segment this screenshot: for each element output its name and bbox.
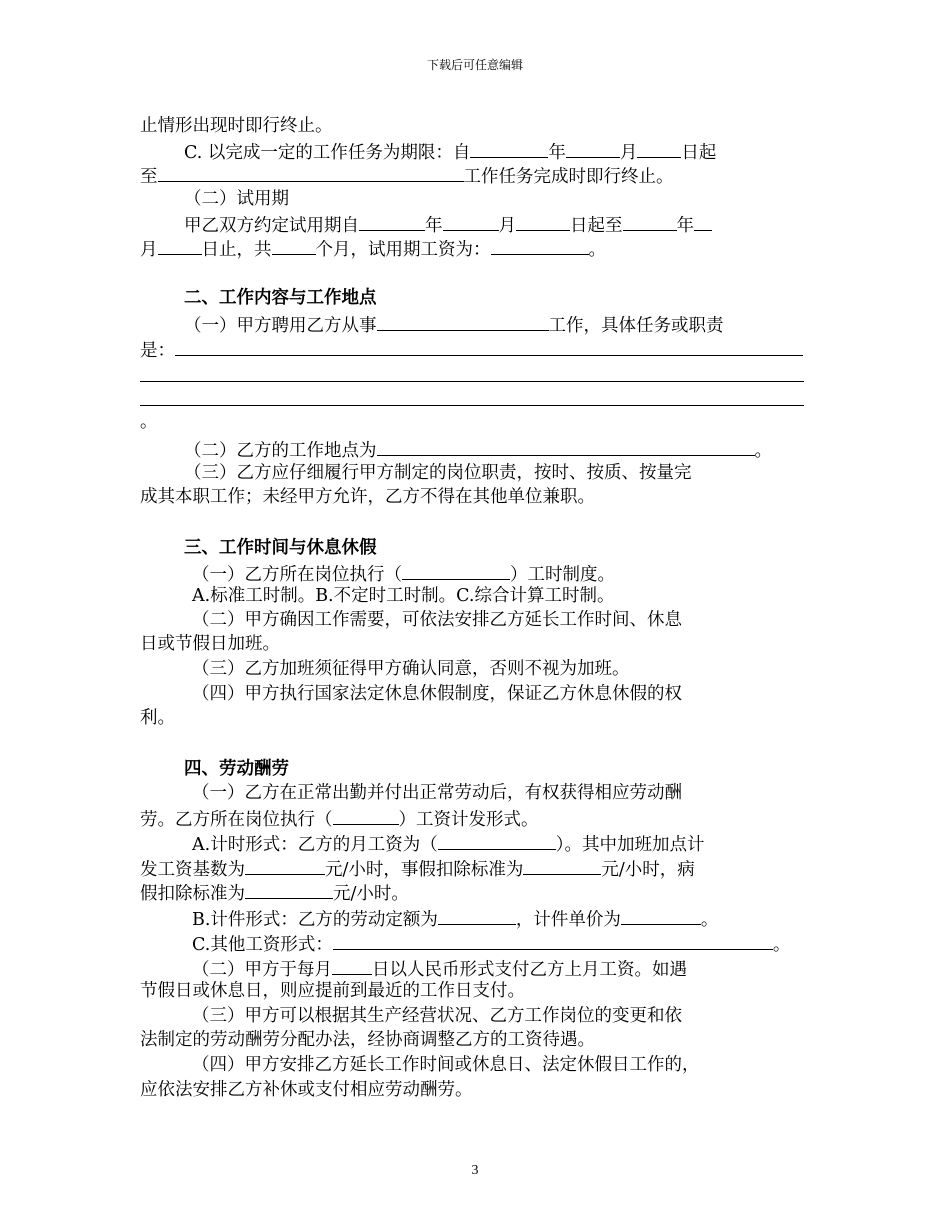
text-line: 利。 bbox=[140, 708, 175, 728]
blank-field[interactable] bbox=[377, 311, 549, 331]
text-line: （二）乙方的工作地点为 。 bbox=[140, 436, 849, 460]
text-line: （一）乙方在正常出勤并付出正常劳动后，有权获得相应劳动酬 bbox=[192, 783, 682, 803]
text-line: 节假日或休息日，则应提前到最近的工作日支付。 bbox=[140, 981, 525, 1001]
blank-field[interactable] bbox=[443, 211, 499, 231]
blank-field[interactable] bbox=[377, 436, 755, 456]
blank-field[interactable] bbox=[332, 955, 372, 975]
blank-field[interactable] bbox=[158, 162, 464, 182]
blank-line[interactable] bbox=[140, 381, 804, 382]
blank-line[interactable] bbox=[140, 405, 804, 406]
text-line: （四）甲方执行国家法定休息休假制度，保证乙方休息休假的权 bbox=[192, 684, 682, 704]
text-line: （一）甲方聘用乙方从事 工作，具体任务或职责 bbox=[140, 311, 849, 335]
text-line: （一）乙方所在岗位执行（ ）工时制度。 bbox=[140, 560, 857, 584]
text-line: 止情形出现时即行终止。 bbox=[140, 116, 333, 136]
blank-field[interactable] bbox=[523, 855, 601, 875]
page-number: 3 bbox=[471, 1163, 479, 1178]
blank-field[interactable] bbox=[245, 855, 325, 875]
blank-field[interactable] bbox=[491, 235, 589, 255]
section-title: 二、工作内容与工作地点 bbox=[184, 288, 377, 308]
section-title: 四、劳动酬劳 bbox=[184, 759, 289, 779]
text-line: 应依法安排乙方补休或支付相应劳动酬劳。 bbox=[140, 1080, 473, 1100]
text-line: 。 bbox=[140, 412, 158, 432]
blank-field[interactable] bbox=[623, 211, 677, 231]
text-line: 劳。乙方所在岗位执行（ ）工资计发形式。 bbox=[140, 805, 805, 829]
text-line: C.其他工资形式： 。 bbox=[140, 930, 857, 954]
blank-field[interactable] bbox=[245, 879, 333, 899]
blank-field[interactable] bbox=[516, 211, 570, 231]
blank-field[interactable] bbox=[333, 930, 773, 950]
blank-field[interactable] bbox=[175, 336, 803, 356]
text-line: A.计时形式：乙方的月工资为（ ）。其中加班加点计 bbox=[140, 830, 857, 854]
blank-field[interactable] bbox=[402, 560, 510, 580]
text-line: （三）甲方可以根据其生产经营状况、乙方工作岗位的变更和依 bbox=[192, 1006, 682, 1026]
text-line: （三）乙方应仔细履行甲方制定的岗位职责，按时、按质、按量完 bbox=[184, 463, 692, 483]
blank-field[interactable] bbox=[158, 235, 202, 255]
section-title: 三、工作时间与休息休假 bbox=[184, 538, 377, 558]
text-line: 发工资基数为 元/小时，事假扣除标准为 元/小时，病 bbox=[140, 855, 805, 879]
page-header: 下载后可任意编辑 bbox=[426, 58, 523, 72]
text-line: 甲乙双方约定试用期自 年 月 日起至 年 bbox=[140, 211, 849, 235]
text-line: 成其本职工作；未经甲方允许，乙方不得在其他单位兼职。 bbox=[140, 487, 595, 507]
blank-field[interactable] bbox=[438, 905, 516, 925]
text-line: B.计件形式：乙方的劳动定额为 ，计件单价为 。 bbox=[140, 905, 857, 929]
blank-field[interactable] bbox=[637, 138, 681, 158]
text-line: 法制定的劳动酬劳分配办法，经协商调整乙方的工资待遇。 bbox=[140, 1030, 595, 1050]
text-line: A.标准工时制。B.不定时工时制。C.综合计算工时制。 bbox=[192, 586, 615, 606]
blank-field[interactable] bbox=[694, 211, 712, 231]
text-line: （四）甲方安排乙方延长工作时间或休息日、法定休假日工作的， bbox=[192, 1055, 700, 1075]
text-line: 假扣除标准为 元/小时。 bbox=[140, 879, 805, 903]
blank-field[interactable] bbox=[566, 138, 620, 158]
blank-field[interactable] bbox=[333, 805, 399, 825]
blank-field[interactable] bbox=[272, 235, 316, 255]
blank-field[interactable] bbox=[359, 211, 425, 231]
blank-field[interactable] bbox=[438, 830, 556, 850]
text-line: 是： bbox=[140, 336, 805, 360]
text-line: （二）甲方确因工作需要，可依法安排乙方延长工作时间、休息 bbox=[192, 610, 682, 630]
text-line: 日或节假日加班。 bbox=[140, 634, 280, 654]
subsection-title: （二）试用期 bbox=[184, 189, 289, 209]
text-line: C. 以完成一定的工作任务为期限：自 年 月 日起 bbox=[140, 138, 849, 162]
text-line: 至 工作任务完成时即行终止。 bbox=[140, 162, 805, 186]
blank-field[interactable] bbox=[621, 905, 701, 925]
blank-field[interactable] bbox=[470, 138, 548, 158]
text-line: （三）乙方加班须征得甲方确认同意，否则不视为加班。 bbox=[192, 659, 630, 679]
text-line: 月 日止，共 个月，试用期工资为： 。 bbox=[140, 235, 805, 259]
text-line: （二）甲方于每月 日以人民币形式支付乙方上月工资。如遇 bbox=[140, 955, 857, 979]
